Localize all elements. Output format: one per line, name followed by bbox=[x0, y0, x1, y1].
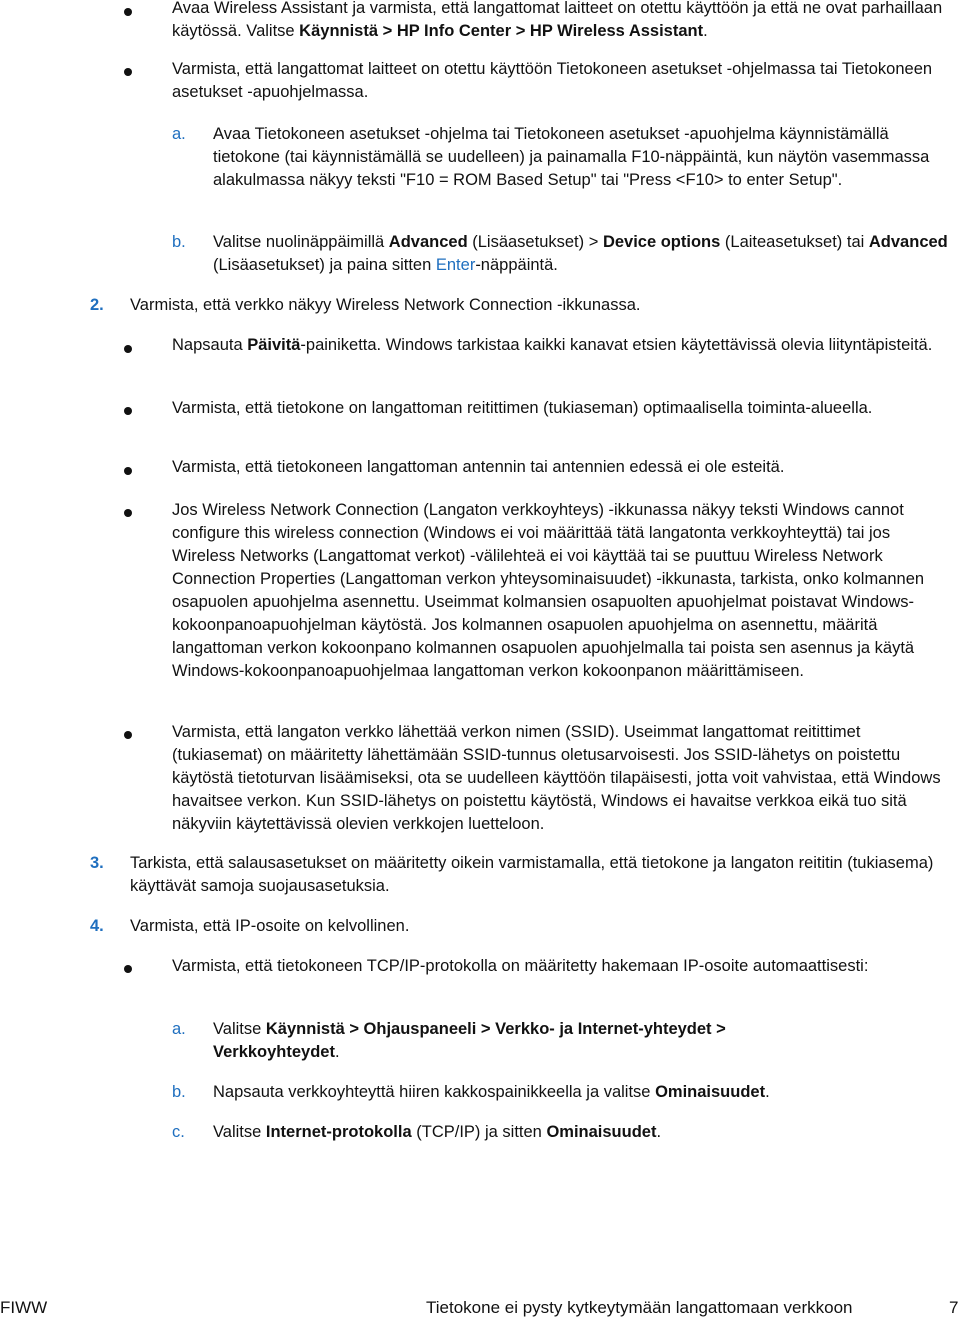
list-item-text: Avaa Wireless Assistant ja varmista, että langattomat laitteet on otettu käyttöön ja että ne ovat parhaillaan käytössä. Valitse bbox=[172, 0, 943, 40]
list-item: Varmista, että langaton verkko lähettää verkon nimen (SSID). Useimmat langattomat reitittimet (tukiasemat) on määritetty lähettämään SSID-tunnus oletusarvoisesti. Jos SSID-lähetys on poistettu käytöstä tietoturvan lisäämiseksi, ota se uudelleen käyttöön tilapäisesti, jotta voit vahvistaa, että Windows havaitsee verkon. Kun SSID-lähetys on poistettu käytöstä, Windows ei havaitse verkkoa eikä tuo sitä näkyviin käytettävissä olevien verkkojen luetteloon. bbox=[172, 723, 941, 833]
step-text: Varmista, että verkko näkyy Wireless Network Connection -ikkunassa. bbox=[130, 296, 641, 314]
menu-path: Käynnistä > HP Info Center > HP Wireless Assistant bbox=[299, 22, 704, 40]
sub-step-text: Valitse Käynnistä > Ohjauspaneeli > Verkko- ja Internet-yhteydet > Verkkoyhteydet. bbox=[213, 1020, 726, 1061]
step-text: Tarkista, että salausasetukset on määritetty oikein varmistamalla, että tietokone ja langaton reititin (tukiasema) käyttävät samoja suojausasetuksia. bbox=[130, 854, 934, 895]
list-item: Varmista, että langattomat laitteet on otettu käyttöön Tietokoneen asetukset -ohjelmassa tai Tietokoneen asetukset -apuohjelmassa. bbox=[172, 60, 933, 101]
step-number: 4. bbox=[90, 917, 104, 935]
bullet-icon bbox=[124, 731, 132, 739]
bullet-icon bbox=[124, 68, 132, 76]
sub-step-marker: b. bbox=[172, 1083, 186, 1101]
bullet-icon bbox=[124, 509, 132, 517]
list-item: Jos Wireless Network Connection (Langaton verkkoyhteys) -ikkunassa näkyy teksti Windows cannot configure this wireless connection (Windows ei voi määrittää tätä langatonta verkkoyhteyttä) tai jos Wireless Networks (Langattomat verkot) -välilehteä ei voi käyttää tai se puuttuu Wireless Network Connection Properties (Langattoman verkon yhteysominaisuudet) -ikkunasta, tarkista, onko kolmannen osapuolen apuohjelma asennettu. Useimmat kolmansien osapuolten apuohjelmat poistavat Windows-kokoonpanoapuohjelman käytöstä. Jos kolmannen osapuolen apuohjelma on asennettu, määritä langattoman verkon kokoonpano kolmannen osapuolen apuohjelmalla tai poista sen asennus ja käytä Windows-kokoonpanoapuohjelmaa langattoman verkon kokoonpanon määrittämiseen. bbox=[172, 501, 925, 680]
bullet-icon bbox=[124, 965, 132, 973]
footer-left: FIWW bbox=[0, 1298, 48, 1317]
list-item-text: . bbox=[703, 22, 708, 40]
sub-step-marker: b. bbox=[172, 233, 186, 251]
list-item: Varmista, että tietokoneen TCP/IP-protokolla on määritetty hakemaan IP-osoite automaattisesti: bbox=[172, 957, 869, 975]
enter-key-link[interactable]: Enter bbox=[435, 256, 476, 274]
sub-step-text: Valitse Internet-protokolla (TCP/IP) ja sitten Ominaisuudet. bbox=[213, 1123, 662, 1141]
sub-step-text: Napsauta verkkoyhteyttä hiiren kakkospainikkeella ja valitse Ominaisuudet. bbox=[213, 1083, 770, 1101]
sub-step-text: Avaa Tietokoneen asetukset -ohjelma tai Tietokoneen asetukset -apuohjelma käynnistämällä tietokone (tai käynnistämällä se uudelleen) ja painamalla F10-näppäintä, kun näytön vasemmassa alakulmassa näkyy teksti "F10 = ROM Based Setup" tai "Press <F10> to enter Setup". bbox=[213, 125, 930, 189]
sub-step-marker: a. bbox=[172, 1020, 186, 1038]
menu-path: Käynnistä > Ohjauspaneeli > Verkko- ja Internet-yhteydet > Verkkoyhteydet bbox=[213, 1020, 726, 1061]
sub-step-marker: a. bbox=[172, 125, 186, 143]
footer-title: Tietokone ei pysty kytkeytymään langattomaan verkkoon bbox=[426, 1298, 853, 1317]
page-number: 7 bbox=[949, 1298, 959, 1317]
bullet-icon bbox=[124, 8, 132, 16]
step-number: 2. bbox=[90, 296, 104, 314]
list-item bbox=[172, 0, 947, 43]
sub-step-marker: c. bbox=[172, 1123, 185, 1141]
list-item: Varmista, että tietokone on langattoman reitittimen (tukiaseman) optimaalisella toiminta-alueella. bbox=[172, 399, 873, 417]
list-item: Napsauta Päivitä-painiketta. Windows tarkistaa kaikki kanavat etsien käytettävissä olevia liityntäpisteitä. bbox=[172, 336, 933, 354]
list-item: Varmista, että tietokoneen langattoman antennin tai antennien edessä ei ole esteitä. bbox=[172, 458, 785, 476]
bullet-icon bbox=[124, 345, 132, 353]
button-name: Päivitä bbox=[247, 336, 301, 354]
step-text: Varmista, että IP-osoite on kelvollinen. bbox=[130, 917, 410, 935]
step-number: 3. bbox=[90, 854, 104, 872]
bullet-icon bbox=[124, 407, 132, 415]
bullet-icon bbox=[124, 467, 132, 475]
sub-step-text: Valitse nuolinäppäimillä Advanced (Lisäasetukset) > Device options (Laiteasetukset) tai Advanced (Lisäasetukset) ja paina sitten Enter-näppäintä. bbox=[213, 233, 948, 274]
